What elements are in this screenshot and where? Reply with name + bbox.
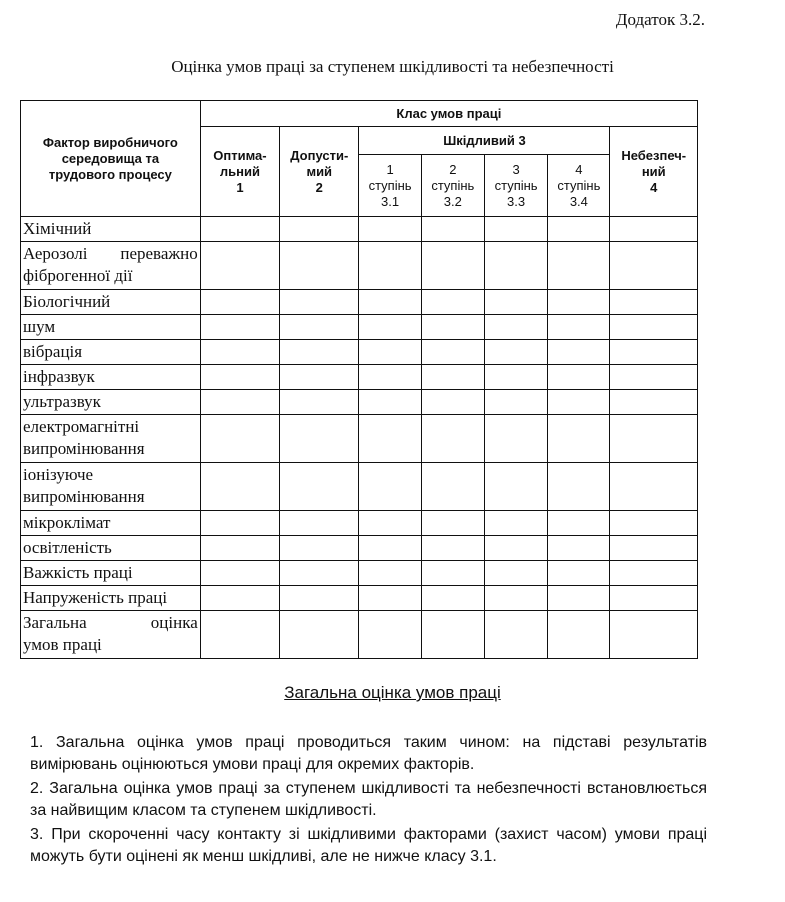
table-row [21, 217, 698, 242]
class-cell [484, 365, 547, 390]
optimal-class-header: Оптима- льний 1 [200, 127, 279, 217]
class-cell [280, 536, 359, 561]
class-cell [280, 315, 359, 340]
class-cell [359, 365, 421, 390]
class-cell [421, 415, 484, 463]
class-cell [280, 463, 359, 511]
class-cell [610, 242, 698, 290]
dangerous-class-header: Небезпеч- ний 4 [610, 127, 698, 217]
class-cell [548, 290, 610, 315]
class-cell [610, 365, 698, 390]
degree-3-3-header: 3 ступінь 3.3 [484, 155, 547, 217]
class-cell [484, 586, 547, 611]
class-cell [610, 611, 698, 659]
note-paragraph: 1. Загальна оцінка умов праці проводиться таким чином: на підставі результатів вимірювань оцінюються умови праці для окремих факторів. [30, 734, 707, 773]
table-row [21, 365, 698, 390]
class-cell [484, 217, 547, 242]
class-cell [484, 290, 547, 315]
class-cell [548, 511, 610, 536]
class-cell [610, 315, 698, 340]
degree-3-4-header: 4 ступінь 3.4 [548, 155, 610, 217]
class-cell [280, 242, 359, 290]
class-cell [359, 315, 421, 340]
class-cell [421, 340, 484, 365]
class-cell [610, 511, 698, 536]
class-cell [359, 511, 421, 536]
class-cell [200, 242, 279, 290]
class-cell [421, 511, 484, 536]
class-cell [421, 586, 484, 611]
class-cell [280, 340, 359, 365]
factor-cell: Напруженість праці [21, 586, 201, 611]
class-cell [610, 217, 698, 242]
class-cell [484, 340, 547, 365]
note-paragraph: 2. Загальна оцінка умов праці за ступенем шкідливості та небезпечності встановлюється за найвищим класом та ступенем шкідливості. [30, 780, 707, 819]
class-cell [200, 511, 279, 536]
class-cell [421, 463, 484, 511]
class-cell [421, 611, 484, 659]
factor-cell: вібрація [21, 340, 201, 365]
class-cell [359, 242, 421, 290]
class-cell [359, 536, 421, 561]
table-row [21, 242, 698, 290]
class-cell [610, 536, 698, 561]
class-cell [200, 611, 279, 659]
factor-cell: ультразвук [21, 390, 201, 415]
note-paragraph: 3. При скороченні часу контакту зі шкідливими факторами (захист часом) умови праці можуть бути оцінені як менш шкідливі, але не нижче класу 3.1. [30, 826, 707, 865]
class-cell [610, 415, 698, 463]
factor-cell: Біологічний [21, 290, 201, 315]
table-row [21, 315, 698, 340]
class-cell [200, 561, 279, 586]
class-cell [359, 611, 421, 659]
class-cell [359, 390, 421, 415]
table-row [21, 511, 698, 536]
class-cell [484, 511, 547, 536]
acceptable-class-header: Допусти- мий 2 [280, 127, 359, 217]
factor-cell: Важкість праці [21, 561, 201, 586]
table-row [21, 536, 698, 561]
degree-3-2-header: 2 ступінь 3.2 [421, 155, 484, 217]
class-cell [280, 586, 359, 611]
factor-cell: інфразвук [21, 365, 201, 390]
table-row [21, 463, 698, 511]
class-cell [548, 390, 610, 415]
class-cell [548, 415, 610, 463]
factor-cell: Аерозолі переважно фіброгенної дії [21, 242, 201, 290]
class-cell [200, 365, 279, 390]
class-cell [421, 561, 484, 586]
class-cell [421, 536, 484, 561]
table-row [21, 290, 698, 315]
class-cell [359, 340, 421, 365]
class-cell [421, 217, 484, 242]
table-row [21, 390, 698, 415]
class-cell [610, 463, 698, 511]
class-cell [280, 611, 359, 659]
class-cell [200, 463, 279, 511]
class-cell [280, 217, 359, 242]
class-cell [548, 463, 610, 511]
table-row [21, 561, 698, 586]
degree-3-1-header: 1 ступінь 3.1 [359, 155, 421, 217]
factor-cell: мікроклімат [21, 511, 201, 536]
class-cell [421, 242, 484, 290]
class-cell [421, 390, 484, 415]
class-cell [421, 365, 484, 390]
class-cell [548, 536, 610, 561]
class-cell [548, 315, 610, 340]
class-cell [610, 561, 698, 586]
class-cell [548, 561, 610, 586]
class-cell [548, 242, 610, 290]
class-header: Клас умов праці [200, 101, 697, 127]
class-cell [610, 390, 698, 415]
factor-cell: освітленість [21, 536, 201, 561]
document-title: Оцінка умов праці за ступенем шкідливості та небезпечності [171, 57, 614, 76]
class-cell [359, 586, 421, 611]
class-cell [200, 415, 279, 463]
class-cell [484, 242, 547, 290]
class-cell [484, 315, 547, 340]
class-cell [280, 390, 359, 415]
class-cell [200, 290, 279, 315]
class-cell [359, 415, 421, 463]
class-cell [280, 365, 359, 390]
notes-list [30, 732, 707, 870]
class-cell [280, 561, 359, 586]
factor-header: Фактор виробничого середовища та трудового процесу [21, 101, 201, 217]
annex-label: Додаток 3.2. [615, 10, 705, 29]
class-cell [548, 586, 610, 611]
class-cell [484, 611, 547, 659]
class-cell [610, 340, 698, 365]
class-cell [200, 586, 279, 611]
harmful-class-header: Шкідливий 3 [359, 127, 610, 155]
class-cell [200, 217, 279, 242]
class-cell [484, 390, 547, 415]
class-cell [359, 561, 421, 586]
class-cell [548, 340, 610, 365]
class-cell [280, 290, 359, 315]
class-cell [421, 315, 484, 340]
class-cell [484, 561, 547, 586]
class-cell [610, 586, 698, 611]
class-cell [359, 217, 421, 242]
class-cell [484, 415, 547, 463]
table-row [21, 586, 698, 611]
working-conditions-table [20, 100, 698, 659]
table-row [21, 611, 698, 659]
class-cell [548, 217, 610, 242]
section-title: Загальна оцінка умов праці [284, 683, 501, 702]
factor-cell: Загальна оцінка умов праці [21, 611, 201, 659]
class-cell [200, 536, 279, 561]
class-cell [359, 290, 421, 315]
class-cell [484, 463, 547, 511]
class-cell [200, 390, 279, 415]
factor-cell: іонізуюче випромінювання [21, 463, 201, 511]
class-cell [280, 511, 359, 536]
class-cell [359, 463, 421, 511]
factor-cell: Хімічний [21, 217, 201, 242]
class-cell [421, 290, 484, 315]
class-cell [610, 290, 698, 315]
class-cell [200, 315, 279, 340]
factor-cell: електромагнітні випромінювання [21, 415, 201, 463]
class-cell [548, 365, 610, 390]
table-row [21, 340, 698, 365]
factor-cell: шум [21, 315, 201, 340]
class-cell [200, 340, 279, 365]
class-cell [280, 415, 359, 463]
class-cell [484, 536, 547, 561]
class-cell [548, 611, 610, 659]
table-row [21, 415, 698, 463]
